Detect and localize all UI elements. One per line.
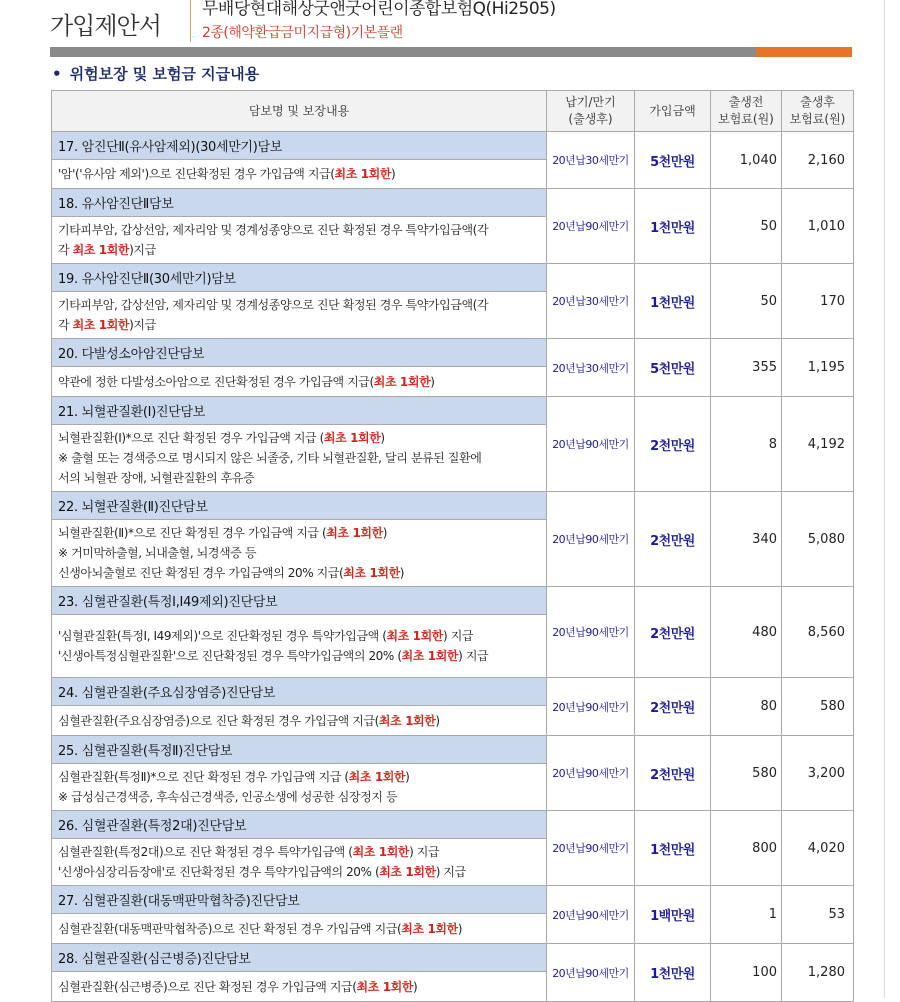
payment-term: 20년납90세만기 [547, 811, 635, 886]
coverage-amount: 1천만원 [635, 264, 711, 339]
coverage-name-row [52, 339, 854, 367]
payment-term: 20년납90세만기 [547, 189, 635, 264]
coverage-amount: 1천만원 [635, 811, 711, 886]
payment-term: 20년납30세만기 [547, 264, 635, 339]
description-line [58, 977, 540, 997]
pre-birth-premium: 480 [711, 587, 782, 678]
table-header-row [52, 91, 854, 132]
payment-term: 20년납90세만기 [547, 587, 635, 678]
coverage-amount: 1백만원 [635, 886, 711, 944]
description-text: 각 [58, 243, 73, 257]
payment-term: 20년납90세만기 [547, 944, 635, 1002]
coverage-description [52, 425, 547, 492]
accent-bar [756, 47, 852, 57]
header-amount: 가입금액 [635, 91, 711, 132]
coverage-name: 25. 심혈관질환(특정Ⅱ)진단담보 [52, 736, 547, 764]
coverage-description [52, 839, 547, 886]
page-edge-divider [884, 0, 885, 998]
coverage-name-row [52, 736, 854, 764]
title-bar [50, 47, 756, 57]
post-birth-premium: 1,195 [782, 339, 854, 397]
payment-term: 20년납90세만기 [547, 736, 635, 811]
limit-highlight: 최초 1회한 [72, 243, 130, 257]
coverage-amount: 1천만원 [635, 189, 711, 264]
coverage-name: 17. 암진단Ⅱ(유사암제외)(30세만기)담보 [52, 132, 547, 160]
section-title [52, 63, 259, 84]
coverage-name: 27. 심혈관질환(대동맥판막협착증)진단담보 [52, 886, 547, 914]
description-text: ) [399, 566, 405, 580]
payment-term: 20년납90세만기 [547, 886, 635, 944]
description-line [58, 315, 540, 335]
description-text: ) [405, 770, 410, 784]
post-birth-premium: 580 [782, 678, 854, 736]
description-text: ) [435, 713, 440, 728]
description-text: ) [380, 431, 385, 445]
description-line [58, 164, 540, 184]
description-text: )지급 [129, 318, 156, 332]
pre-birth-premium: 800 [711, 811, 782, 886]
pre-birth-premium: 1,040 [711, 132, 782, 189]
post-birth-premium: 8,560 [782, 587, 854, 678]
coverage-name-row [52, 492, 854, 520]
coverage-name-row [52, 397, 854, 425]
post-birth-premium: 3,200 [782, 736, 854, 811]
post-birth-premium: 53 [782, 886, 854, 944]
description-text: ) [457, 921, 463, 936]
description-line [58, 787, 540, 807]
limit-highlight: 최초 1회한 [343, 566, 400, 580]
header-post-birth-premium: 출생후 보험료(원) [782, 91, 854, 132]
coverage-name: 20. 다발성소아암진단담보 [52, 339, 547, 367]
coverage-name: 18. 유사암진단Ⅱ담보 [52, 189, 547, 217]
description-text: ) 지급 [443, 629, 474, 643]
coverage-amount: 2천만원 [635, 587, 711, 678]
limit-highlight: 최초 1회한 [386, 629, 443, 643]
coverage-amount: 5천만원 [635, 132, 711, 189]
description-text: ) 지급 [458, 649, 489, 663]
pre-birth-premium: 355 [711, 339, 782, 397]
coverage-name-row [52, 886, 854, 914]
description-line [58, 240, 540, 260]
coverage-description [52, 292, 547, 339]
description-text: 뇌혈관질환(Ⅰ)*으로 진단 확정된 경우 가입금액 지급 ( [58, 431, 324, 445]
post-birth-premium: 2,160 [782, 132, 854, 189]
coverage-name-row [52, 132, 854, 160]
payment-term: 20년납90세만기 [547, 492, 635, 587]
coverage-description [52, 217, 547, 264]
coverage-name-row [52, 811, 854, 839]
limit-highlight: 최초 1회한 [323, 431, 381, 445]
post-birth-premium: 4,192 [782, 397, 854, 492]
coverage-description [52, 367, 547, 397]
pre-birth-premium: 580 [711, 736, 782, 811]
coverage-name: 22. 뇌혈관질환(Ⅱ)진단담보 [52, 492, 547, 520]
description-line [58, 468, 540, 488]
description-text: 기타피부암, 갑상선암, 제자리암 및 경계성종양으로 진단 확정된 경우 특약가입금액(각 [58, 298, 489, 312]
description-line [58, 563, 540, 583]
payment-term: 20년납90세만기 [547, 397, 635, 492]
coverage-name: 21. 뇌혈관질환(Ⅰ)진단담보 [52, 397, 547, 425]
description-line [58, 626, 540, 646]
description-text: '암'('유사암 제외')으로 진단확정된 경우 가입금액 지급( [58, 167, 335, 181]
coverage-name-row [52, 587, 854, 615]
limit-highlight: 최초 1회한 [373, 374, 431, 389]
post-birth-premium: 4,020 [782, 811, 854, 886]
pre-birth-premium: 50 [711, 189, 782, 264]
payment-term: 20년납30세만기 [547, 132, 635, 189]
description-line [58, 372, 540, 392]
description-text: 기타피부암, 갑상선암, 제자리암 및 경계성종양으로 진단 확정된 경우 특약가입금액(각 [58, 223, 489, 237]
coverage-description [52, 972, 547, 1002]
description-line [58, 448, 540, 468]
coverage-name: 28. 심혈관질환(심근병증)진단담보 [52, 944, 547, 972]
description-line [58, 220, 540, 240]
description-text: 약관에 정한 다발성소아암으로 진단확정된 경우 가입금액 지급( [58, 374, 374, 389]
coverage-name: 23. 심혈관질환(특정Ⅰ,I49제외)진단담보 [52, 587, 547, 615]
limit-highlight: 최초 1회한 [401, 921, 458, 936]
document-title: 가입제안서 [50, 12, 161, 40]
product-name: 무배당현대해상굿앤굿어린이종합보험Q(Hi2505) [202, 0, 556, 19]
coverage-description [52, 706, 547, 736]
description-text: ) [382, 526, 388, 540]
description-text: ※ 거미막하출혈, 뇌내출혈, 뇌경색증 등 [58, 546, 257, 560]
coverage-name-row [52, 944, 854, 972]
description-text: 심혈관질환(특정2대)으로 진단 확정된 경우 특약가입금액 ( [58, 845, 353, 859]
description-line [58, 767, 540, 787]
limit-highlight: 최초 1회한 [401, 649, 459, 663]
description-text: ) [391, 167, 396, 181]
coverage-amount: 2천만원 [635, 736, 711, 811]
description-line [58, 543, 540, 563]
pre-birth-premium: 1 [711, 886, 782, 944]
coverage-name-row [52, 678, 854, 706]
description-text: 신생아뇌출혈로 진단 확정된 경우 가입금액의 20% 지급( [58, 566, 344, 580]
coverage-name: 19. 유사암진단Ⅱ(30세만기)담보 [52, 264, 547, 292]
coverage-name: 26. 심혈관질환(특정2대)진단담보 [52, 811, 547, 839]
description-line [58, 711, 540, 731]
coverage-amount: 2천만원 [635, 492, 711, 587]
description-line [58, 646, 540, 666]
limit-highlight: 최초 1회한 [334, 167, 392, 181]
title-separator [190, 0, 191, 42]
pre-birth-premium: 340 [711, 492, 782, 587]
description-text: 심혈관질환(대동맥판막협착증)으로 진단 확정된 경우 가입금액 지급( [58, 921, 402, 936]
limit-highlight: 최초 1회한 [356, 979, 414, 994]
description-text: '신생아특정심혈관질환'으로 진단확정된 경우 특약가입금액의 20% ( [58, 649, 402, 663]
plan-name: 2종(해약환급금미지급형)기본플랜 [202, 25, 403, 41]
coverage-name-row [52, 189, 854, 217]
post-birth-premium: 170 [782, 264, 854, 339]
pre-birth-premium: 100 [711, 944, 782, 1002]
description-text: 심혈관질환(심근병증)으로 진단 확정된 경우 가입금액 지급( [58, 979, 357, 994]
limit-highlight: 최초 1회한 [378, 713, 436, 728]
payment-term: 20년납90세만기 [547, 678, 635, 736]
description-text: 각 [58, 318, 73, 332]
coverage-amount: 5천만원 [635, 339, 711, 397]
description-text: 뇌혈관질환(Ⅱ)*으로 진단 확정된 경우 가입금액 지급 ( [58, 526, 327, 540]
limit-highlight: 최초 1회한 [326, 526, 383, 540]
coverage-table [51, 90, 854, 1002]
coverage-amount: 2천만원 [635, 397, 711, 492]
description-text: '신생아심장리듬장애'로 진단확정된 경우 특약가입금액의 20% ( [58, 865, 380, 879]
description-text: ) [413, 979, 418, 994]
limit-highlight: 최초 1회한 [352, 845, 410, 859]
description-text: ※ 급성심근경색증, 후속심근경색증, 인공소생에 성공한 심장정지 등 [58, 790, 398, 804]
coverage-description [52, 160, 547, 189]
header-pre-birth-premium: 출생전 보험료(원) [711, 91, 782, 132]
limit-highlight: 최초 1회한 [72, 318, 130, 332]
description-text: '심혈관질환(특정Ⅰ, I49제외)'으로 진단확정된 경우 특약가입금액 ( [58, 629, 387, 643]
description-text: ) [430, 374, 435, 389]
description-line [58, 428, 540, 448]
coverage-description [52, 520, 547, 587]
bullet-icon: • [52, 65, 62, 83]
coverage-name: 24. 심혈관질환(주요심장염증)진단담보 [52, 678, 547, 706]
document-header [0, 0, 900, 58]
post-birth-premium: 1,010 [782, 189, 854, 264]
description-text: ※ 출혈 또는 경색증으로 명시되지 않은 뇌졸중, 기타 뇌혈관질환, 달리 분류된 질환에 [58, 451, 482, 465]
limit-highlight: 최초 1회한 [348, 770, 406, 784]
pre-birth-premium: 80 [711, 678, 782, 736]
coverage-description [52, 764, 547, 811]
pre-birth-premium: 50 [711, 264, 782, 339]
description-line [58, 523, 540, 543]
header-term: 납기/만기 (출생후) [547, 91, 635, 132]
description-text: ) 지급 [435, 865, 466, 879]
description-text: 심혈관질환(특정Ⅱ)*으로 진단 확정된 경우 가입금액 지급 ( [58, 770, 349, 784]
description-text: 서의 뇌혈관 장애, 뇌혈관질환의 후유증 [58, 471, 255, 485]
coverage-description [52, 615, 547, 678]
description-line [58, 862, 540, 882]
coverage-amount: 2천만원 [635, 678, 711, 736]
coverage-description [52, 914, 547, 944]
description-text: )지급 [129, 243, 156, 257]
post-birth-premium: 5,080 [782, 492, 854, 587]
coverage-name-row [52, 264, 854, 292]
pre-birth-premium: 8 [711, 397, 782, 492]
payment-term: 20년납30세만기 [547, 339, 635, 397]
section-title-text: 위험보장 및 보험금 지급내용 [69, 65, 260, 83]
limit-highlight: 최초 1회한 [379, 865, 436, 879]
coverage-amount: 1천만원 [635, 944, 711, 1002]
description-text: 심혈관질환(주요심장염증)으로 진단 확정된 경우 가입금액 지급( [58, 713, 379, 728]
description-line [58, 842, 540, 862]
description-line [58, 919, 540, 939]
header-coverage: 담보명 및 보장내용 [52, 91, 547, 132]
description-text: ) 지급 [409, 845, 440, 859]
description-line [58, 295, 540, 315]
post-birth-premium: 1,280 [782, 944, 854, 1002]
